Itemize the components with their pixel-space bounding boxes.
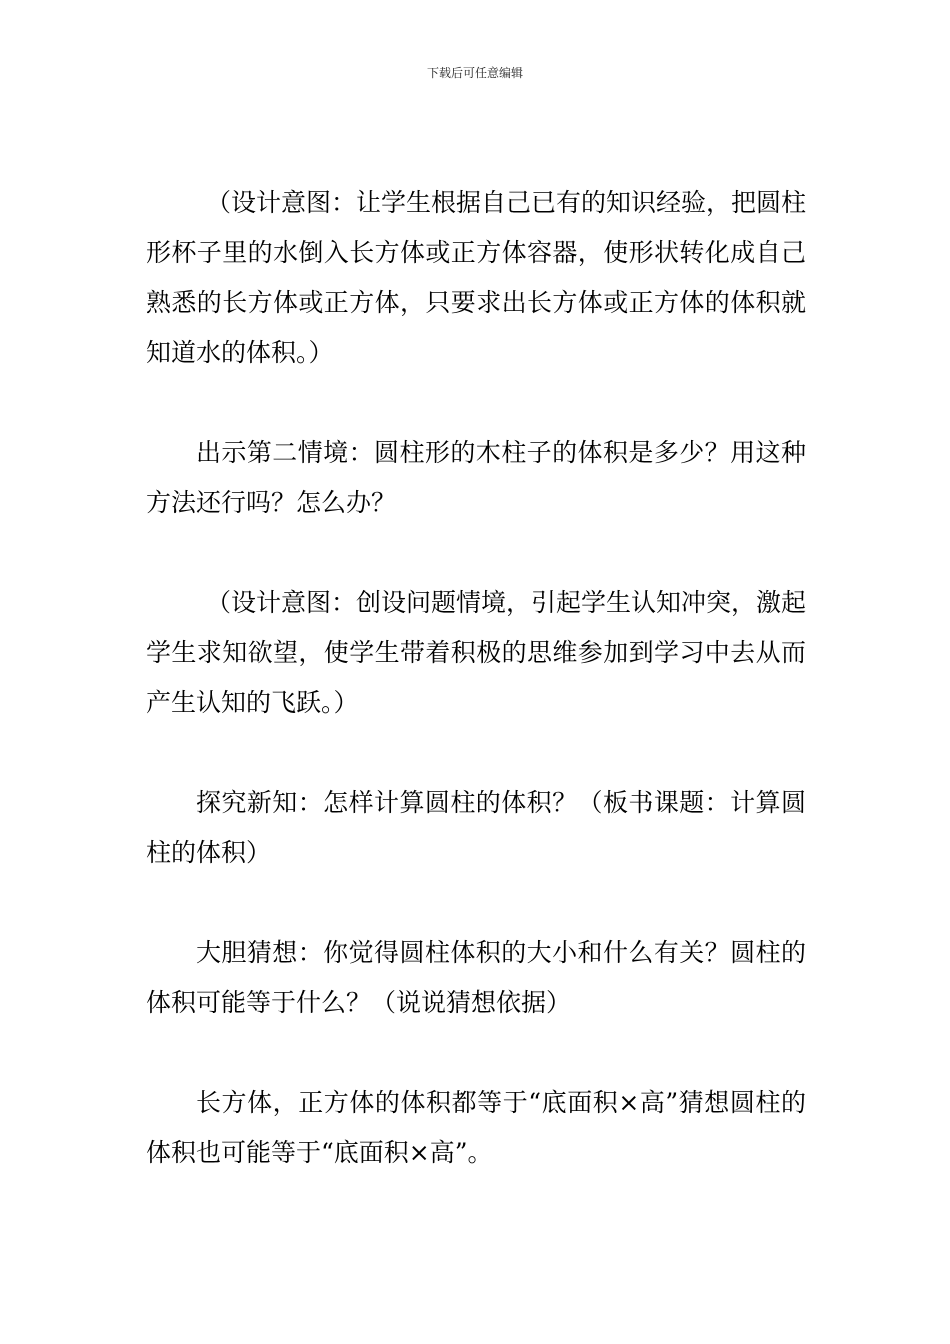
- paragraph-design-intent-2: （设计意图：创设问题情境，引起学生认知冲突，激起学生求知欲望，使学生带着积极的思维参加到学习中去从而产生认知的飞跃。）: [146, 588, 807, 717]
- document-body: [146, 178, 806, 1178]
- paragraph-cuboid-volume: 长方体，正方体的体积都等于“底面积×高”猜想圆柱的体积也可能等于“底面积×高”。: [146, 1088, 806, 1167]
- paragraph-gap: [146, 878, 806, 928]
- paragraph-gap: [146, 528, 806, 578]
- paragraph-explore-new-knowledge: 探究新知：怎样计算圆柱的体积？（板书课题：计算圆柱的体积）: [146, 788, 806, 867]
- paragraph-gap: [146, 1028, 806, 1078]
- paragraph-gap: [146, 378, 806, 428]
- paragraph-second-scenario: 出示第二情境：圆柱形的木柱子的体积是多少？用这种方法还行吗？怎么办？: [146, 438, 806, 517]
- page-header: 下载后可任意编辑: [426, 66, 523, 80]
- paragraph-design-intent-1: （设计意图：让学生根据自己已有的知识经验，把圆柱形杯子里的水倒入长方体或正方体容器，使形状转化成自己熟悉的长方体或正方体，只要求出长方体或正方体的体积就知道水的体积。）: [146, 188, 807, 367]
- paragraph-bold-guess: 大胆猜想：你觉得圆柱体积的大小和什么有关？圆柱的体积可能等于什么？（说说猜想依据）: [146, 938, 806, 1017]
- paragraph-gap: [146, 728, 806, 778]
